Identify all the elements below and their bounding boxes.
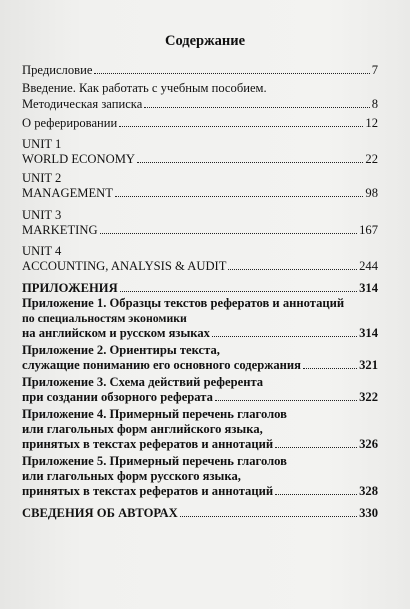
toc-entry-title: UNIT 3: [22, 208, 62, 222]
dot-leader: [303, 367, 357, 369]
toc-entry-title: по специальностям экономики: [22, 311, 187, 325]
toc-line: [22, 468, 378, 484]
toc-line: [22, 342, 378, 358]
dot-leader: [180, 515, 357, 517]
toc-entry[interactable]: [22, 151, 378, 167]
toc-page-number: 98: [365, 186, 378, 200]
dot-leader: [144, 106, 369, 108]
toc-page-number: 12: [365, 116, 378, 130]
toc-entry-title: служащие пониманию его основного содержания: [22, 358, 301, 372]
dot-leader: [137, 161, 363, 163]
toc-entry-title: Методическая записка: [22, 97, 143, 111]
toc-entry-title: Введение. Как работать с учебным пособием.: [22, 81, 267, 95]
dot-leader: [275, 446, 357, 448]
toc-page-number: 328: [359, 484, 378, 498]
toc-page-number: 321: [359, 358, 378, 372]
toc-page-number: 8: [371, 97, 378, 111]
toc-line: [22, 80, 378, 96]
toc-entry[interactable]: [22, 62, 378, 78]
toc-entry-title: ПРИЛОЖЕНИЯ: [22, 281, 118, 295]
toc-entry-title: СВЕДЕНИЯ ОБ АВТОРАХ: [22, 506, 178, 520]
toc-entry[interactable]: [22, 389, 378, 405]
toc-entry-title: UNIT 1: [22, 137, 62, 151]
toc-entry-title: WORLD ECONOMY: [22, 152, 135, 166]
toc-entry[interactable]: [22, 325, 378, 341]
toc-entry-title: ACCOUNTING, ANALYSIS & AUDIT: [22, 259, 227, 273]
toc-line: [22, 295, 378, 311]
toc-entry-title: или глагольных форм русского языка,: [22, 469, 241, 483]
toc-entry[interactable]: [22, 96, 378, 112]
toc-page-number: 314: [359, 281, 378, 295]
toc-entry-title: принятых в текстах рефератов и аннотаций: [22, 437, 274, 451]
toc-entry-title: UNIT 4: [22, 244, 62, 258]
dot-leader: [215, 399, 357, 401]
toc-entry-title: Приложение 3. Схема действий референта: [22, 375, 264, 389]
toc-page-number: 244: [359, 259, 378, 273]
toc-entry-title: Предисловие: [22, 63, 93, 77]
toc-entry[interactable]: [22, 222, 378, 238]
dot-leader: [115, 195, 363, 197]
toc-line: [22, 243, 378, 259]
dot-leader: [119, 125, 363, 127]
toc-entry[interactable]: [22, 280, 378, 296]
toc-entry[interactable]: [22, 357, 378, 373]
toc-entry-title: Приложение 1. Образцы текстов рефератов и аннотаций: [22, 296, 345, 310]
toc-line: [22, 406, 378, 422]
dot-leader: [120, 290, 357, 292]
toc-entry-title: Приложение 4. Примерный перечень глаголов: [22, 407, 287, 421]
toc-entry-title: О реферировании: [22, 116, 118, 130]
toc-entry-title: MANAGEMENT: [22, 186, 113, 200]
toc-entry-title: при создании обзорного реферата: [22, 390, 213, 404]
toc-entry-title: UNIT 2: [22, 171, 62, 185]
toc-entry[interactable]: [22, 115, 378, 131]
toc-entry-title: Приложение 5. Примерный перечень глаголов: [22, 454, 287, 468]
toc-page-number: 314: [359, 326, 378, 340]
toc-line: [22, 170, 378, 186]
toc-entry[interactable]: [22, 185, 378, 201]
toc-entry[interactable]: [22, 483, 378, 499]
dot-leader: [228, 268, 357, 270]
toc-line: [22, 453, 378, 469]
toc-line: [22, 136, 378, 152]
toc-line: [22, 421, 378, 437]
dot-leader: [275, 493, 357, 495]
toc-line: [22, 374, 378, 390]
toc-entry-title: или глагольных форм английского языка,: [22, 422, 263, 436]
toc-entry-title: Приложение 2. Ориентиры текста,: [22, 343, 220, 357]
toc-entry-title: MARKETING: [22, 223, 98, 237]
toc-entry[interactable]: [22, 258, 378, 274]
toc-line: [22, 207, 378, 223]
toc-line: [22, 310, 378, 326]
dot-leader: [100, 232, 358, 234]
toc-page-number: 22: [365, 152, 378, 166]
toc-page-number: 7: [371, 63, 378, 77]
dot-leader: [212, 335, 357, 337]
dot-leader: [94, 72, 369, 74]
page-title: Содержание: [164, 33, 246, 49]
toc-entry-title: принятых в текстах рефератов и аннотаций: [22, 484, 274, 498]
toc-entry[interactable]: [22, 505, 378, 521]
toc-entry-title: на английском и русском языках: [22, 326, 210, 340]
toc-page-number: 326: [359, 437, 378, 451]
toc-page-number: 167: [359, 223, 378, 237]
toc-entry[interactable]: [22, 436, 378, 452]
toc-page-number: 330: [359, 506, 378, 520]
toc-page-number: 322: [359, 390, 378, 404]
